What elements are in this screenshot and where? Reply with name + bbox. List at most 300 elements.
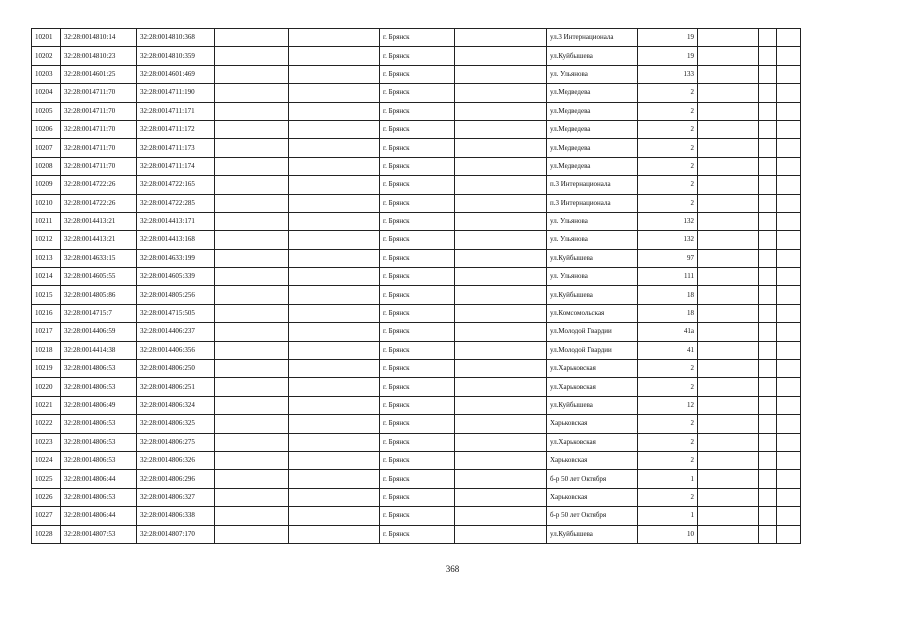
cell-empty — [289, 212, 380, 230]
table-row — [32, 157, 801, 175]
cell-cadastral-number: 32:28:0014806:44 — [61, 507, 137, 525]
cell-city: г. Брянск — [380, 139, 455, 157]
cell-empty — [759, 451, 777, 469]
cell-empty — [215, 29, 289, 47]
cell-empty — [215, 84, 289, 102]
cell-house-number: 111 — [638, 268, 698, 286]
cell-empty — [698, 507, 759, 525]
cell-empty — [777, 507, 801, 525]
cell-empty — [759, 231, 777, 249]
cell-empty — [215, 451, 289, 469]
cell-street: п.3 Интернационала — [547, 194, 638, 212]
cell-record-number: 10226 — [32, 488, 61, 506]
cell-empty — [777, 102, 801, 120]
cell-house-number: 12 — [638, 396, 698, 414]
cell-empty — [777, 360, 801, 378]
cell-city: г. Брянск — [380, 65, 455, 83]
cell-cadastral-number-object: 32:28:0014806:327 — [137, 488, 215, 506]
cell-empty — [759, 286, 777, 304]
cell-cadastral-number: 32:28:0014711:70 — [61, 139, 137, 157]
cell-empty — [455, 415, 547, 433]
table-row — [32, 415, 801, 433]
cell-house-number: 132 — [638, 231, 698, 249]
table-row — [32, 323, 801, 341]
cell-empty — [698, 451, 759, 469]
cell-record-number: 10218 — [32, 341, 61, 359]
table-row — [32, 378, 801, 396]
cell-cadastral-number: 32:28:0014807:53 — [61, 525, 137, 543]
cell-empty — [698, 139, 759, 157]
cell-empty — [215, 286, 289, 304]
cell-city: г. Брянск — [380, 194, 455, 212]
cell-empty — [698, 47, 759, 65]
cell-empty — [455, 341, 547, 359]
cell-empty — [455, 29, 547, 47]
table-body — [32, 29, 801, 544]
cell-cadastral-number: 32:28:0014406:59 — [61, 323, 137, 341]
cell-empty — [698, 433, 759, 451]
cell-empty — [698, 249, 759, 267]
cell-cadastral-number-object: 32:28:0014806:324 — [137, 396, 215, 414]
cell-street: ул. Ульянова — [547, 268, 638, 286]
cell-empty — [215, 433, 289, 451]
cell-empty — [455, 65, 547, 83]
cell-empty — [215, 360, 289, 378]
cell-house-number: 2 — [638, 120, 698, 138]
cell-cadastral-number-object: 32:28:0014722:165 — [137, 176, 215, 194]
cell-empty — [698, 176, 759, 194]
cell-cadastral-number: 32:28:0014806:53 — [61, 360, 137, 378]
cell-cadastral-number: 32:28:0014601:25 — [61, 65, 137, 83]
cell-empty — [698, 341, 759, 359]
cell-empty — [455, 47, 547, 65]
cell-empty — [698, 396, 759, 414]
table-row — [32, 341, 801, 359]
cell-cadastral-number: 32:28:0014806:53 — [61, 433, 137, 451]
cell-cadastral-number: 32:28:0014805:86 — [61, 286, 137, 304]
table-row — [32, 47, 801, 65]
page-number: 368 — [445, 564, 460, 574]
cell-cadastral-number-object: 32:28:0014810:368 — [137, 29, 215, 47]
cell-empty — [759, 360, 777, 378]
cell-empty — [289, 157, 380, 175]
cell-empty — [759, 212, 777, 230]
cell-empty — [777, 176, 801, 194]
cell-house-number: 1 — [638, 470, 698, 488]
cell-cadastral-number: 32:28:0014810:14 — [61, 29, 137, 47]
cell-house-number: 2 — [638, 139, 698, 157]
cell-record-number: 10206 — [32, 120, 61, 138]
cell-house-number: 18 — [638, 304, 698, 322]
cell-empty — [455, 470, 547, 488]
cell-street: ул.Медведева — [547, 102, 638, 120]
cell-city: г. Брянск — [380, 176, 455, 194]
cell-empty — [289, 84, 380, 102]
cell-city: г. Брянск — [380, 231, 455, 249]
cell-street: ул.Молодой Гвардии — [547, 341, 638, 359]
cell-record-number: 10207 — [32, 139, 61, 157]
cell-empty — [698, 488, 759, 506]
cell-cadastral-number-object: 32:28:0014406:237 — [137, 323, 215, 341]
cell-record-number: 10208 — [32, 157, 61, 175]
table-row — [32, 304, 801, 322]
cell-empty — [777, 433, 801, 451]
cell-empty — [289, 507, 380, 525]
cell-empty — [289, 396, 380, 414]
cell-cadastral-number-object: 32:28:0014711:174 — [137, 157, 215, 175]
cell-record-number: 10221 — [32, 396, 61, 414]
cell-city: г. Брянск — [380, 396, 455, 414]
cell-record-number: 10211 — [32, 212, 61, 230]
cell-street: ул.3 Интернационала — [547, 29, 638, 47]
cell-empty — [759, 139, 777, 157]
cell-record-number: 10220 — [32, 378, 61, 396]
cell-house-number: 2 — [638, 488, 698, 506]
cell-city: г. Брянск — [380, 29, 455, 47]
cell-street: ул.Куйбышева — [547, 525, 638, 543]
cell-empty — [215, 304, 289, 322]
cell-empty — [455, 194, 547, 212]
cell-empty — [759, 470, 777, 488]
cell-empty — [759, 268, 777, 286]
cell-empty — [759, 194, 777, 212]
table-row — [32, 249, 801, 267]
table-row — [32, 120, 801, 138]
cell-empty — [455, 84, 547, 102]
cell-empty — [289, 341, 380, 359]
cell-empty — [289, 102, 380, 120]
cell-house-number: 10 — [638, 525, 698, 543]
cell-street: ул.Куйбышева — [547, 47, 638, 65]
cell-record-number: 10209 — [32, 176, 61, 194]
cell-house-number: 97 — [638, 249, 698, 267]
cell-cadastral-number: 32:28:0014806:53 — [61, 415, 137, 433]
cell-street: Харьковская — [547, 451, 638, 469]
table-row — [32, 396, 801, 414]
cell-record-number: 10223 — [32, 433, 61, 451]
cell-house-number: 2 — [638, 378, 698, 396]
cell-record-number: 10225 — [32, 470, 61, 488]
cell-empty — [455, 525, 547, 543]
cell-cadastral-number-object: 32:28:0014806:296 — [137, 470, 215, 488]
cell-house-number: 19 — [638, 47, 698, 65]
cell-empty — [455, 249, 547, 267]
cell-city: г. Брянск — [380, 323, 455, 341]
cell-cadastral-number-object: 32:28:0014633:199 — [137, 249, 215, 267]
cell-cadastral-number: 32:28:0014715:7 — [61, 304, 137, 322]
table-row — [32, 139, 801, 157]
cell-empty — [289, 470, 380, 488]
cell-empty — [215, 157, 289, 175]
cell-city: г. Брянск — [380, 47, 455, 65]
cell-city: г. Брянск — [380, 488, 455, 506]
cell-cadastral-number: 32:28:0014711:70 — [61, 157, 137, 175]
cell-empty — [289, 249, 380, 267]
cell-empty — [698, 525, 759, 543]
cell-house-number: 41 — [638, 341, 698, 359]
cell-empty — [215, 415, 289, 433]
cell-empty — [455, 360, 547, 378]
cell-cadastral-number-object: 32:28:0014806:275 — [137, 433, 215, 451]
cell-empty — [455, 268, 547, 286]
cell-empty — [698, 65, 759, 83]
cell-house-number: 132 — [638, 212, 698, 230]
cell-empty — [455, 323, 547, 341]
cell-cadastral-number-object: 32:28:0014806:250 — [137, 360, 215, 378]
cell-cadastral-number: 32:28:0014722:26 — [61, 176, 137, 194]
cell-empty — [289, 488, 380, 506]
cell-street: ул. Ульянова — [547, 65, 638, 83]
cell-house-number: 2 — [638, 84, 698, 102]
cell-empty — [777, 323, 801, 341]
cell-empty — [289, 415, 380, 433]
cell-street: ул.Куйбышева — [547, 249, 638, 267]
cell-empty — [759, 120, 777, 138]
cell-empty — [455, 286, 547, 304]
cell-record-number: 10219 — [32, 360, 61, 378]
cell-empty — [777, 268, 801, 286]
cell-city: г. Брянск — [380, 249, 455, 267]
cell-empty — [289, 139, 380, 157]
cell-record-number: 10203 — [32, 65, 61, 83]
cell-record-number: 10228 — [32, 525, 61, 543]
cell-empty — [289, 47, 380, 65]
cell-cadastral-number: 32:28:0014413:21 — [61, 231, 137, 249]
cell-empty — [289, 304, 380, 322]
cell-empty — [215, 102, 289, 120]
cell-empty — [215, 488, 289, 506]
cell-empty — [777, 212, 801, 230]
cell-empty — [289, 194, 380, 212]
cell-empty — [455, 451, 547, 469]
cell-empty — [455, 139, 547, 157]
cell-empty — [698, 323, 759, 341]
cell-empty — [777, 120, 801, 138]
cell-empty — [777, 396, 801, 414]
cell-cadastral-number-object: 32:28:0014601:469 — [137, 65, 215, 83]
cell-empty — [759, 488, 777, 506]
table-row — [32, 65, 801, 83]
cell-empty — [215, 65, 289, 83]
cell-city: г. Брянск — [380, 157, 455, 175]
cell-city: г. Брянск — [380, 525, 455, 543]
cell-street: Харьковская — [547, 488, 638, 506]
cell-cadastral-number-object: 32:28:0014413:171 — [137, 212, 215, 230]
cell-empty — [215, 47, 289, 65]
cell-street: ул.Молодой Гвардии — [547, 323, 638, 341]
cell-empty — [777, 286, 801, 304]
cell-empty — [455, 304, 547, 322]
cell-cadastral-number: 32:28:0014711:70 — [61, 120, 137, 138]
cell-cadastral-number-object: 32:28:0014722:285 — [137, 194, 215, 212]
cell-street: б-р 50 лет Октября — [547, 507, 638, 525]
cell-city: г. Брянск — [380, 470, 455, 488]
registry-table — [31, 28, 801, 544]
cell-empty — [698, 194, 759, 212]
cell-street: ул. Ульянова — [547, 231, 638, 249]
cell-street: Харьковская — [547, 415, 638, 433]
cell-cadastral-number-object: 32:28:0014806:325 — [137, 415, 215, 433]
cell-house-number: 1 — [638, 507, 698, 525]
cell-empty — [777, 488, 801, 506]
cell-cadastral-number-object: 32:28:0014806:326 — [137, 451, 215, 469]
cell-empty — [759, 525, 777, 543]
cell-empty — [289, 451, 380, 469]
cell-empty — [289, 433, 380, 451]
cell-cadastral-number-object: 32:28:0014711:173 — [137, 139, 215, 157]
cell-record-number: 10215 — [32, 286, 61, 304]
cell-empty — [759, 396, 777, 414]
cell-empty — [777, 249, 801, 267]
cell-cadastral-number-object: 32:28:0014413:168 — [137, 231, 215, 249]
cell-street: ул.Харьковская — [547, 433, 638, 451]
cell-city: г. Брянск — [380, 507, 455, 525]
cell-empty — [759, 433, 777, 451]
cell-empty — [215, 268, 289, 286]
cell-street: ул.Комсомольская — [547, 304, 638, 322]
cell-empty — [215, 341, 289, 359]
cell-empty — [759, 47, 777, 65]
cell-empty — [759, 102, 777, 120]
cell-cadastral-number: 32:28:0014806:53 — [61, 488, 137, 506]
cell-street: ул.Медведева — [547, 139, 638, 157]
cell-cadastral-number-object: 32:28:0014806:338 — [137, 507, 215, 525]
cell-house-number: 2 — [638, 433, 698, 451]
cell-city: г. Брянск — [380, 84, 455, 102]
cell-empty — [698, 360, 759, 378]
cell-cadastral-number-object: 32:28:0014406:356 — [137, 341, 215, 359]
cell-empty — [455, 212, 547, 230]
cell-empty — [215, 470, 289, 488]
cell-empty — [777, 29, 801, 47]
cell-empty — [759, 176, 777, 194]
cell-city: г. Брянск — [380, 286, 455, 304]
cell-empty — [777, 378, 801, 396]
cell-empty — [215, 249, 289, 267]
cell-record-number: 10217 — [32, 323, 61, 341]
cell-empty — [215, 194, 289, 212]
cell-record-number: 10214 — [32, 268, 61, 286]
cell-street: б-р 50 лет Октября — [547, 470, 638, 488]
cell-empty — [777, 525, 801, 543]
cell-empty — [777, 415, 801, 433]
cell-empty — [698, 286, 759, 304]
cell-empty — [698, 157, 759, 175]
cell-empty — [289, 268, 380, 286]
cell-street: п.3 Интернационала — [547, 176, 638, 194]
cell-house-number: 2 — [638, 451, 698, 469]
cell-cadastral-number: 32:28:0014722:26 — [61, 194, 137, 212]
cell-empty — [455, 231, 547, 249]
cell-empty — [759, 29, 777, 47]
cell-cadastral-number-object: 32:28:0014605:339 — [137, 268, 215, 286]
cell-empty — [759, 507, 777, 525]
cell-empty — [698, 268, 759, 286]
cell-cadastral-number-object: 32:28:0014805:256 — [137, 286, 215, 304]
table-row — [32, 176, 801, 194]
cell-empty — [455, 396, 547, 414]
cell-empty — [777, 451, 801, 469]
cell-cadastral-number: 32:28:0014806:53 — [61, 378, 137, 396]
cell-empty — [777, 47, 801, 65]
cell-empty — [777, 194, 801, 212]
cell-street: ул.Куйбышева — [547, 286, 638, 304]
cell-empty — [289, 120, 380, 138]
cell-empty — [759, 304, 777, 322]
cell-city: г. Брянск — [380, 212, 455, 230]
cell-street: ул.Медведева — [547, 157, 638, 175]
cell-city: г. Брянск — [380, 415, 455, 433]
cell-empty — [455, 488, 547, 506]
cell-house-number: 2 — [638, 415, 698, 433]
cell-city: г. Брянск — [380, 451, 455, 469]
cell-city: г. Брянск — [380, 378, 455, 396]
cell-cadastral-number-object: 32:28:0014806:251 — [137, 378, 215, 396]
cell-empty — [698, 84, 759, 102]
cell-empty — [759, 341, 777, 359]
cell-city: г. Брянск — [380, 433, 455, 451]
cell-empty — [698, 231, 759, 249]
cell-empty — [698, 120, 759, 138]
cell-record-number: 10205 — [32, 102, 61, 120]
cell-empty — [777, 231, 801, 249]
cell-cadastral-number: 32:28:0014414:38 — [61, 341, 137, 359]
cell-empty — [215, 525, 289, 543]
cell-empty — [455, 176, 547, 194]
cell-empty — [759, 157, 777, 175]
table-row — [32, 433, 801, 451]
cell-empty — [777, 139, 801, 157]
cell-empty — [777, 304, 801, 322]
cell-empty — [289, 65, 380, 83]
cell-empty — [698, 212, 759, 230]
cell-cadastral-number: 32:28:0014806:49 — [61, 396, 137, 414]
table-row — [32, 470, 801, 488]
cell-empty — [215, 212, 289, 230]
cell-house-number: 133 — [638, 65, 698, 83]
cell-empty — [759, 84, 777, 102]
cell-empty — [698, 102, 759, 120]
cell-empty — [215, 507, 289, 525]
cell-city: г. Брянск — [380, 102, 455, 120]
cell-street: ул.Медведева — [547, 120, 638, 138]
cell-record-number: 10212 — [32, 231, 61, 249]
table-row — [32, 212, 801, 230]
table-row — [32, 525, 801, 543]
cell-empty — [215, 231, 289, 249]
table-row — [32, 231, 801, 249]
cell-empty — [759, 65, 777, 83]
cell-cadastral-number: 32:28:0014605:55 — [61, 268, 137, 286]
cell-cadastral-number: 32:28:0014810:23 — [61, 47, 137, 65]
cell-cadastral-number: 32:28:0014806:44 — [61, 470, 137, 488]
cell-city: г. Брянск — [380, 341, 455, 359]
cell-house-number: 19 — [638, 29, 698, 47]
cell-record-number: 10210 — [32, 194, 61, 212]
table-row — [32, 286, 801, 304]
cell-empty — [759, 249, 777, 267]
cell-empty — [215, 139, 289, 157]
cell-cadastral-number: 32:28:0014711:70 — [61, 84, 137, 102]
cell-empty — [289, 323, 380, 341]
cell-cadastral-number: 32:28:0014806:53 — [61, 451, 137, 469]
cell-city: г. Брянск — [380, 268, 455, 286]
cell-empty — [215, 378, 289, 396]
cell-empty — [455, 433, 547, 451]
cell-empty — [777, 65, 801, 83]
cell-street: ул.Медведева — [547, 84, 638, 102]
table-row — [32, 451, 801, 469]
